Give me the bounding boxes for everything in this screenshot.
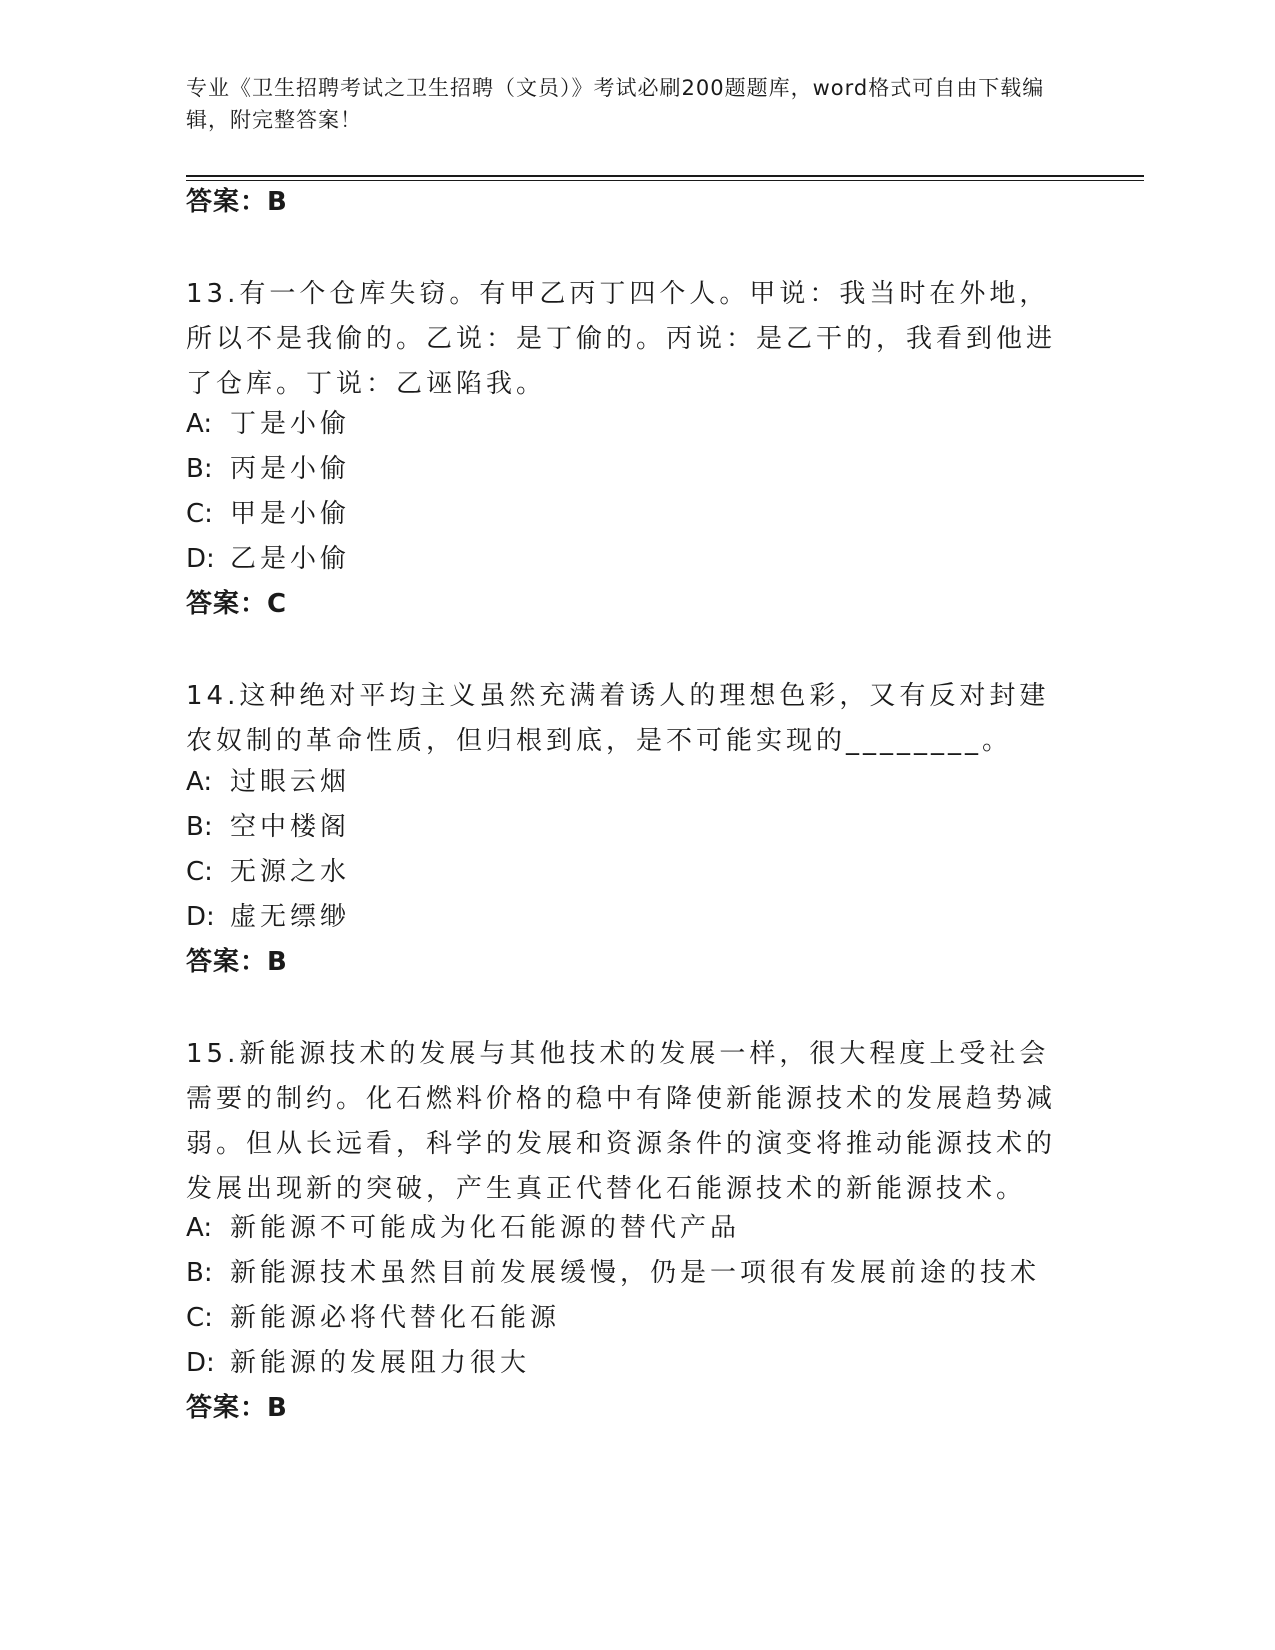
question-15: 15.新能源技术的发展与其他技术的发展一样，很大程度上受社会需要的制约。化石燃料价格的稳中有降使新能源技术的发展趋势减弱。但从长远看，科学的发展和资源条件的演变将推动能源技术的发展出现新的突破，产生真正代替化石能源技术的新能源技术。 xyxy=(186,1039,1057,1204)
option-letter: C: xyxy=(186,857,213,887)
option-d xyxy=(186,537,1086,582)
option-letter: B: xyxy=(186,454,213,484)
option-letter: D: xyxy=(186,1348,215,1378)
header-divider xyxy=(186,175,1144,177)
option-b xyxy=(186,447,1086,492)
option-letter: B: xyxy=(186,1258,213,1288)
option-text: 无源之水 xyxy=(230,857,351,887)
option-c xyxy=(186,1296,1086,1341)
option-b xyxy=(186,805,1086,850)
option-a xyxy=(186,760,1086,805)
previous-answer: 答案：B xyxy=(186,187,288,217)
option-letter: A: xyxy=(186,1213,213,1243)
answer-13: 答案：C xyxy=(186,589,288,619)
option-b xyxy=(186,1251,1086,1296)
question-14: 14.这种绝对平均主义虽然充满着诱人的理想色彩，又有反对封建农奴制的革命性质，但归根到底，是不可能实现的________。 xyxy=(186,681,1050,756)
option-text: 乙是小偷 xyxy=(230,544,351,574)
option-text: 甲是小偷 xyxy=(230,499,351,529)
option-text: 过眼云烟 xyxy=(230,767,351,797)
question-13: 13.有一个仓库失窃。有甲乙丙丁四个人。甲说：我当时在外地，所以不是我偷的。乙说：是丁偷的。丙说：是乙干的，我看到他进了仓库。丁说：乙诬陷我。 xyxy=(186,279,1057,399)
option-d xyxy=(186,1341,1086,1386)
answer-14: 答案：B xyxy=(186,947,288,977)
option-letter: C: xyxy=(186,499,213,529)
option-text: 新能源的发展阻力很大 xyxy=(230,1348,531,1378)
option-a xyxy=(186,402,1086,447)
answer-15: 答案：B xyxy=(186,1393,288,1423)
header-divider-thin xyxy=(186,180,1144,181)
option-d xyxy=(186,895,1086,940)
option-letter: C: xyxy=(186,1303,213,1333)
option-letter: D: xyxy=(186,544,215,574)
option-text: 新能源技术虽然目前发展缓慢，仍是一项很有发展前途的技术 xyxy=(230,1258,1041,1288)
option-text: 丙是小偷 xyxy=(230,454,351,484)
option-c xyxy=(186,850,1086,895)
option-letter: A: xyxy=(186,767,213,797)
option-text: 丁是小偷 xyxy=(230,409,351,439)
option-text: 空中楼阁 xyxy=(230,812,351,842)
option-letter: A: xyxy=(186,409,213,439)
option-letter: B: xyxy=(186,812,213,842)
options-15 xyxy=(186,1206,1086,1386)
option-c xyxy=(186,492,1086,537)
option-text: 新能源必将代替化石能源 xyxy=(230,1303,561,1333)
option-letter: D: xyxy=(186,902,215,932)
option-text: 新能源不可能成为化石能源的替代产品 xyxy=(230,1213,741,1243)
options-13 xyxy=(186,402,1086,582)
option-text: 虚无缥缈 xyxy=(230,902,351,932)
document-header: 专业《卫生招聘考试之卫生招聘（文员）》考试必刷200题题库，word格式可自由下载编辑，附完整答案！ xyxy=(186,76,1045,132)
options-14 xyxy=(186,760,1086,940)
option-a xyxy=(186,1206,1086,1251)
